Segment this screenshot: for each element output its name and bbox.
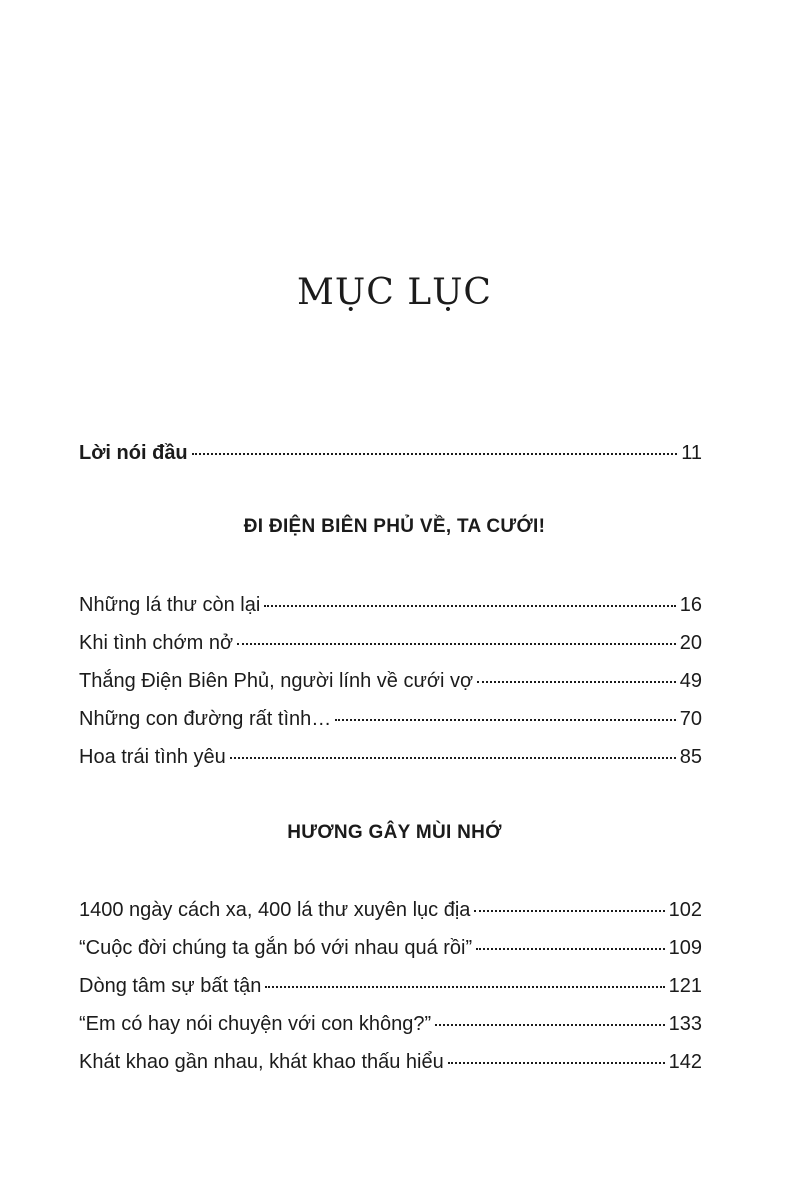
toc-entry-page-number: 49 <box>679 670 702 692</box>
toc-entry-label: Lời nói đầu <box>79 442 188 464</box>
dot-leader <box>264 605 675 607</box>
dot-leader <box>237 643 676 645</box>
toc-entry-page-number: 20 <box>679 632 702 654</box>
toc-entry-page-number: 16 <box>679 594 702 616</box>
dot-leader <box>335 719 676 721</box>
toc-entry-label: 1400 ngày cách xa, 400 lá thư xuyên lục địa <box>79 899 471 921</box>
section-heading-1: ĐI ĐIỆN BIÊN PHỦ VỀ, TA CƯỚI! <box>243 516 546 537</box>
toc-entry[interactable] <box>79 592 702 618</box>
toc-entry-label: “Em có hay nói chuyện với con không?” <box>79 1013 432 1035</box>
toc-entry-label: Hoa trái tình yêu <box>79 746 226 768</box>
dot-leader <box>265 986 664 988</box>
toc-entry-label: Khát khao gần nhau, khát khao thấu hiểu <box>79 1051 444 1073</box>
dot-leader <box>192 453 678 455</box>
toc-entry-page-number: 85 <box>679 746 702 768</box>
toc-entry-page-number: 133 <box>668 1013 702 1035</box>
dot-leader <box>474 910 664 912</box>
toc-entry-page-number: 11 <box>681 442 702 464</box>
toc-entry-label: Dòng tâm sự bất tận <box>79 975 262 997</box>
toc-entry-page-number: 70 <box>679 708 702 730</box>
toc-entry[interactable] <box>79 897 702 923</box>
toc-entry[interactable] <box>79 668 702 694</box>
toc-entry-page-number: 109 <box>668 937 702 959</box>
toc-entry-page-number: 121 <box>668 975 702 997</box>
toc-entry[interactable] <box>79 630 702 656</box>
dot-leader <box>477 681 676 683</box>
toc-entry-label: Những con đường rất tình… <box>79 708 332 730</box>
toc-entry-page-number: 142 <box>668 1051 702 1073</box>
toc-entry[interactable] <box>79 1049 702 1075</box>
toc-entry[interactable] <box>79 935 702 961</box>
toc-entry[interactable] <box>79 1011 702 1037</box>
dot-leader <box>435 1024 664 1026</box>
toc-entry[interactable] <box>79 706 702 732</box>
toc-entry[interactable] <box>79 744 702 770</box>
toc-entry-label: Những lá thư còn lại <box>79 594 261 616</box>
dot-leader <box>476 948 664 950</box>
toc-entry-intro[interactable] <box>79 440 702 466</box>
toc-entry-page-number: 102 <box>668 899 702 921</box>
toc-entry[interactable] <box>79 973 702 999</box>
toc-entry-label: Khi tình chớm nở <box>79 632 234 654</box>
page-title: MỤC LỤC <box>297 272 492 313</box>
dot-leader <box>448 1062 665 1064</box>
toc-entry-label: “Cuộc đời chúng ta gắn bó với nhau quá rồi” <box>79 937 473 959</box>
section-heading-2: HƯƠNG GÂY MÙI NHỚ <box>287 822 502 843</box>
dot-leader <box>230 757 676 759</box>
toc-entry-label: Thắng Điện Biên Phủ, người lính về cưới vợ <box>79 670 474 692</box>
